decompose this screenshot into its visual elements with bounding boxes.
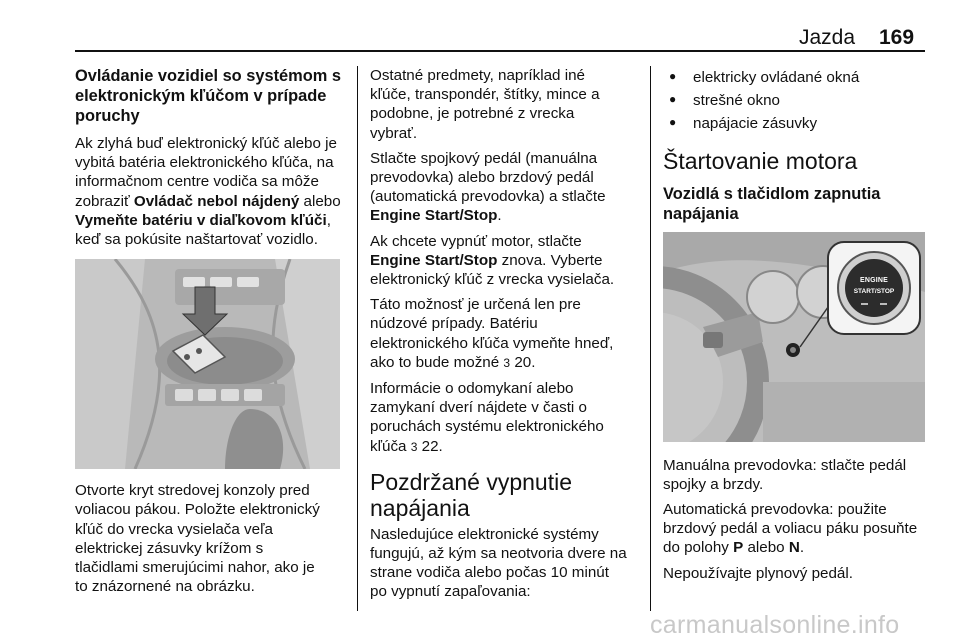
console-key-drawing (75, 259, 340, 469)
page-reference-arrow: 3 (410, 439, 418, 454)
column-divider-2 (650, 66, 651, 611)
paragraph-delayed-power: Nasledujúce elektronické systémy fungujú, až kým sa neotvoria dvere na strane vodiča alebo počas 10 minút po vypnutí zapaľovania: (370, 525, 627, 601)
emphasis-text: Engine Start/Stop (370, 207, 498, 225)
text: alebo (299, 192, 341, 210)
page-number: 169 (879, 26, 915, 49)
watermark: carmanualsonline.info (650, 611, 900, 639)
paragraph-keyless-intro (75, 134, 347, 249)
list-item: ● elektricky ovládané okná (663, 68, 933, 87)
text: Informácie o odomykaní alebo zamykaní dverí nájdete v časti o poruchách systému elektronického kľúča (370, 380, 604, 455)
column-2 (370, 66, 638, 608)
paragraph-other-objects: Ostatné predmety, napríklad iné kľúče, transpondér, štítky, mince a podobne, je potrebné z vrecka vybrať. (370, 67, 600, 142)
emphasis-text: Engine Start/Stop (370, 251, 498, 269)
page-reference[interactable]: 20. (510, 353, 536, 371)
start-stop-label: START/STOP (853, 287, 895, 295)
text: Automatická prevodovka: použite brzdový pedál a voliacu páku posuňte do polohy (663, 501, 918, 557)
subheading-power-button: Vozidlá s tlačidlom zapnutia napájania (663, 184, 881, 223)
text: znova. Vyberte elektronický kľúč z vrecka vysielača. (370, 251, 615, 289)
running-header-section: Jazda (799, 26, 856, 49)
engine-label: ENGINE (859, 276, 889, 284)
subheading-keyless-failure: Ovládanie vozidiel so systémom s elektronickým kľúčom v prípade poruchy (75, 67, 341, 125)
paragraph-automatic-transmission (663, 500, 933, 558)
text: alebo (743, 539, 789, 557)
paragraph-console-instructions: Otvorte kryt stredovej konzoly pred voliacou pákou. Položte elektronický kľúč do vrecka vysielača veľa elektrickej zásuvky krížom s tlačidlami smerujúcimi nahor, ako je to znázornené na obrázku. (75, 482, 320, 596)
text: . (497, 207, 502, 225)
text: , keď sa pokúsite naštartovať vozidlo. (75, 211, 331, 249)
emphasis-text: Ovládač nebol nájdený (133, 192, 300, 210)
paragraph-unlocking-info (370, 379, 638, 457)
text: Ak chcete vypnúť motor, stlačte (370, 232, 582, 250)
paragraph-stop-engine (370, 232, 638, 290)
paragraph-manual-transmission: Manuálna prevodovka: stlačte pedál spojky a brzdy. (663, 456, 907, 493)
paragraph-emergency-only (370, 295, 638, 373)
emphasis-text: Vymeňte batériu v diaľkovom kľúči (75, 211, 327, 229)
dashboard-start-button-illustration (663, 232, 925, 442)
list-item: ● strešné okno (663, 91, 933, 110)
bullet-list (663, 68, 933, 134)
text: . (799, 539, 805, 557)
emphasis-text: N (788, 539, 800, 557)
text: Ak zlyhá buď elektronický kľúč alebo je vybitá batéria elektronického kľúča, na informačnom centre vodiča sa môže zobraziť (75, 135, 337, 210)
text: Táto možnosť je určená len pre núdzové prípady. Batériu elektronického kľúča vymeňte hneď, ako to bude možné (370, 296, 614, 371)
dashboard-drawing (663, 232, 925, 442)
column-1 (75, 66, 347, 602)
text: Stlačte spojkový pedál (manuálna prevodovka) alebo brzdový pedál (automatická prevodovka) a stlačte (370, 149, 606, 206)
emphasis-text: P (733, 539, 744, 557)
console-key-illustration (75, 259, 340, 469)
paragraph-press-start (370, 149, 638, 226)
page-reference-arrow: 3 (503, 355, 511, 370)
paragraph-no-accelerator: Nepoužívajte plynový pedál. (663, 564, 853, 582)
section-title-engine-start: Štartovanie motora (663, 147, 858, 174)
column-divider-1 (357, 66, 358, 611)
column-3 (663, 66, 933, 589)
section-title-delayed-power: Pozdržané vypnutie napájania (370, 468, 573, 521)
list-item: ● napájacie zásuvky (663, 114, 933, 133)
header-rule (75, 50, 925, 52)
page-reference[interactable]: 22. (417, 437, 443, 455)
